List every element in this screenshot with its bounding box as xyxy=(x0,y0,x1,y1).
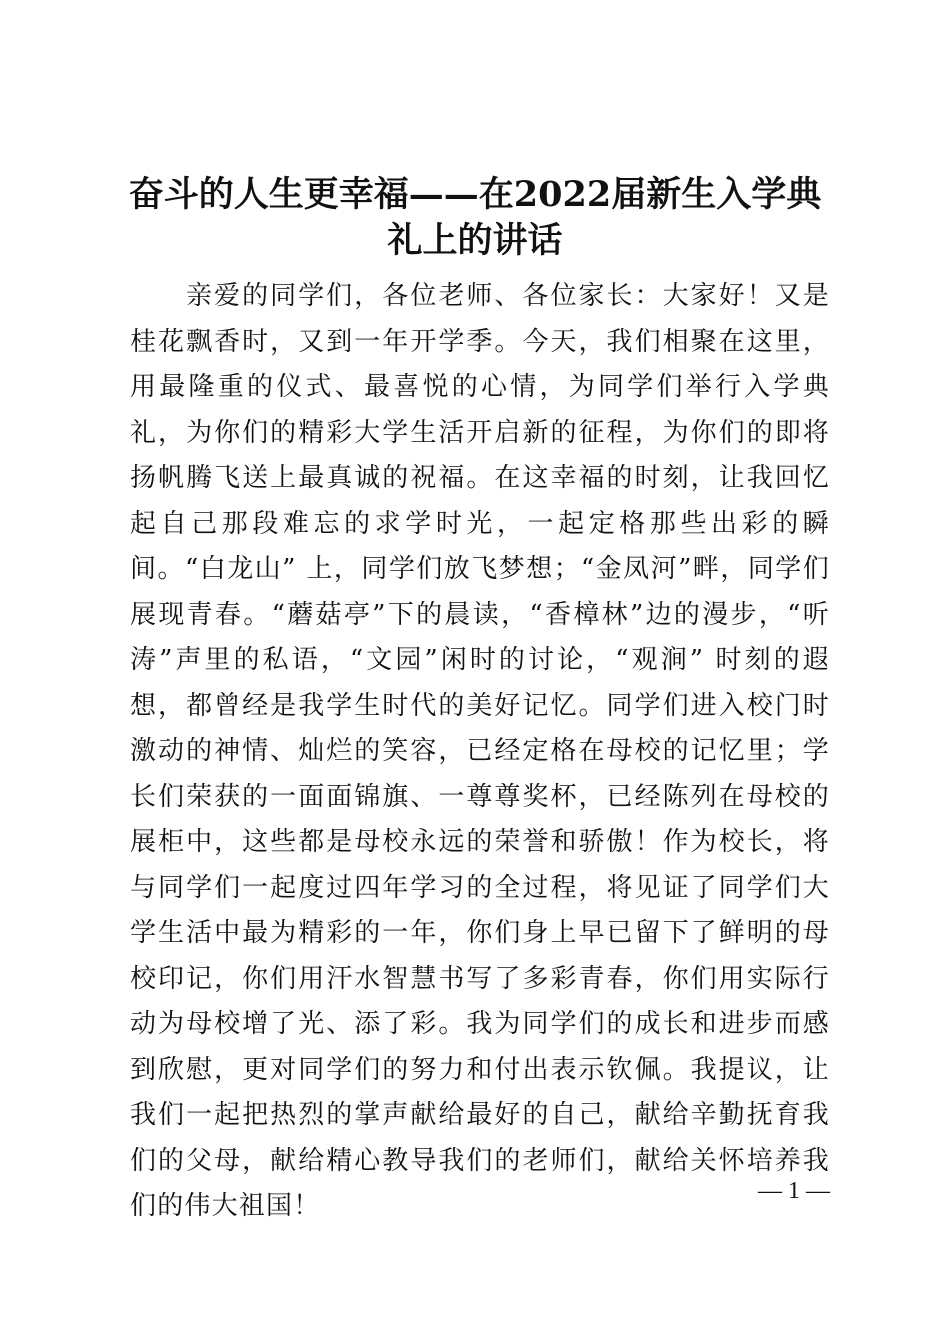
page-number: — 1 — xyxy=(758,1178,830,1204)
speech-paragraph: 亲爱的同学们，各位老师、各位家长：大家好！又是桂花飘香时，又到一年开学季。今天，我们相聚在这里，用最隆重的仪式、最喜悦的心情，为同学们举行入学典礼，为你们的精彩大学生活开启新的征程，为你们的即将扬帆腾飞送上最真诚的祝福。在这幸福的时刻，让我回忆起自己那段难忘的求学时光，一起定格那些出彩的瞬间。“白龙山” 上，同学们放飞梦想；“金凤河”畔，同学们展现青春。“蘑菇亭”下的晨读，“香樟林”边的漫步，“听涛”声里的私语，“文园”闲时的讨论，“观涧” 时刻的遐想，都曾经是我学生时代的美好记忆。同学们进入校门时激动的神情、灿烂的笑容，已经定格在母校的记忆里；学长们荣获的一面面锦旗、一尊尊奖杯，已经陈列在母校的展柜中，这些都是母校永远的荣誉和骄傲！作为校长，将与同学们一起度过四年学习的全过程，将见证了同学们大学生活中最为精彩的一年，你们身上早已留下了鲜明的母校印记，你们用汗水智慧书写了多彩青春，你们用实际行动为母校增了光、添了彩。我为同学们的成长和进步而感到欣慰，更对同学们的努力和付出表示钦佩。我提议，让我们一起把热烈的掌声献给最好的自己，献给辛勤抚育我们的父母，献给精心教导我们的老师们，献给关怀培养我们的伟大祖国！ xyxy=(130,281,830,1221)
document-title: 奋斗的人生更幸福——在2022届新生入学典礼上的讲话 xyxy=(128,174,822,261)
